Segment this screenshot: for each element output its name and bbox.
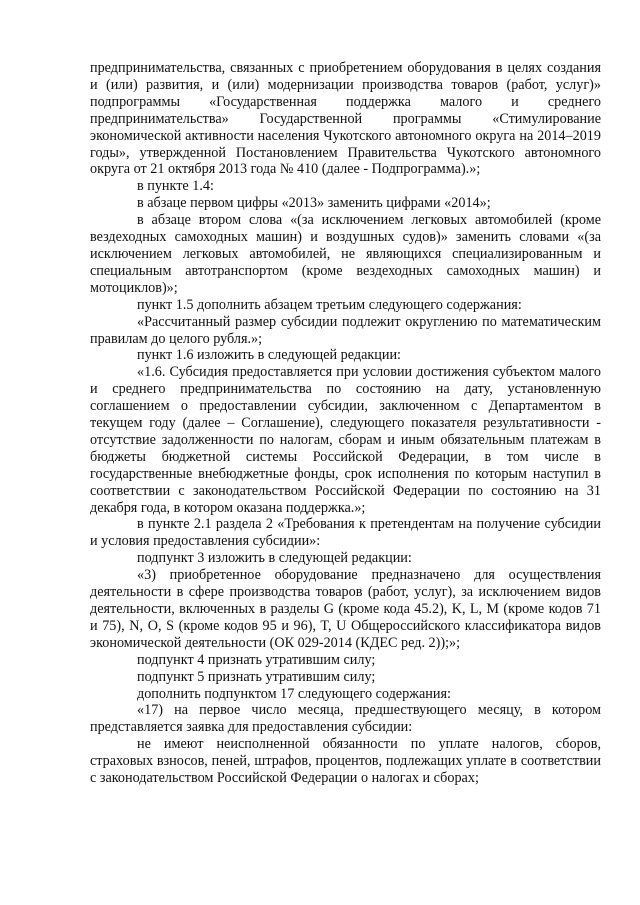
paragraph: предпринимательства, связанных с приобретением оборудования в целях создания и (или) развития, и (или) модернизации производства товаров (работ, услуг)» подпрограммы «Государственная поддержка малого и среднего предпринимательства» Государственной программы «Стимулирование экономической активности населения Чукотского автономного округа на 2014–2019 годы», утвержденной Постановлением Правительства Чукотского автономного округа от 21 октября 2013 года № 410 (далее - Подпрограмма).»; (90, 60, 601, 178)
paragraph: в абзаце первом цифры «2013» заменить цифрами «2014»; (137, 195, 491, 212)
paragraph: подпункт 5 признать утратившим силу; (137, 668, 376, 685)
document-body (90, 60, 601, 787)
paragraph: «Рассчитанный размер субсидии подлежит округлению по математическим правилам до целого рубля.»; (90, 313, 601, 347)
paragraph: не имеют неисполненной обязанности по уплате налогов, сборов, страховых взносов, пеней, штрафов, процентов, подлежащих уплате в соответствии с законодательством Российской Федерации о налогах и сборах; (90, 736, 601, 787)
paragraph: «1.6. Субсидия предоставляется при условии достижения субъектом малого и среднего предпринимательства по состоянию на дату, установленную соглашением о предоставлении субсидии, заключенном с Департаментом в текущем году (далее – Соглашение), следующего показателя результативности - отсутствие задолженности по налогам, сборам и иным обязательным платежам в бюджеты бюджетной системы Российской Федерации, в том числе в государственные внебюджетные фонды, срок исполнения по которым наступил в соответствии с законодательством Российской Федерации по состоянию на 31 декабря года, в котором оказана поддержка.»; (90, 364, 601, 516)
paragraph: в пункте 2.1 раздела 2 «Требования к претендентам на получение субсидии и условия предоставления субсидии»: (90, 516, 601, 550)
paragraph: пункт 1.6 изложить в следующей редакции: (137, 347, 401, 364)
paragraph: «17) на первое число месяца, предшествующего месяцу, в котором представляется заявка для предоставления субсидии: (90, 702, 601, 736)
paragraph: подпункт 3 изложить в следующей редакции: (137, 550, 412, 567)
paragraph: в пункте 1.4: (137, 178, 214, 195)
paragraph: подпункт 4 признать утратившим силу; (137, 651, 376, 668)
paragraph: в абзаце втором слова «(за исключением легковых автомобилей (кроме вездеходных самоходных машин) и воздушных судов)» заменить словами «(за исключением легковых автомобилей, не являющихся специализированным и специальным автотранспортом (кроме вездеходных самоходных машин) и мотоциклов)»; (90, 212, 601, 296)
paragraph: дополнить подпунктом 17 следующего содержания: (137, 685, 451, 702)
paragraph: «3) приобретенное оборудование предназначено для осуществления деятельности в сфере производства товаров (работ, услуг), за исключением видов деятельности, включенных в разделы G (кроме кода 45.2), K, L, M (кроме кодов 71 и 75), N, O, S (кроме кодов 95 и 96), T, U Общероссийского классификатора видов экономической деятельности (ОК 029-2014 (КДЕС ред. 2));»; (90, 567, 601, 651)
paragraph: пункт 1.5 дополнить абзацем третьим следующего содержания: (137, 296, 522, 313)
